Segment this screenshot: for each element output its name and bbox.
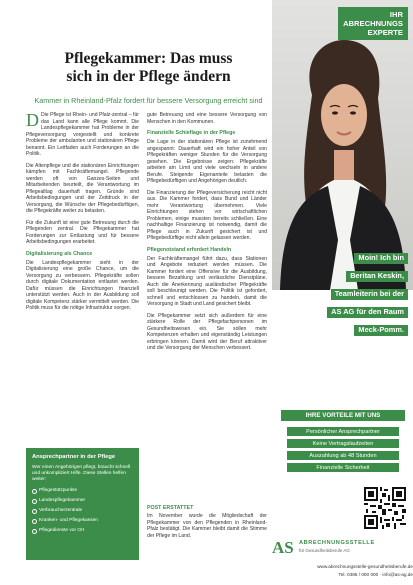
article-paragraph: Die Lage in der stationären Pflege ist zunehmend angespannt: Dauerhaft wird ein hoher Anteil von Pflegekräften weniger Stunden für die Versorgung gesehen. Die Ergebnisse zeigen: Pflegekräfte arbeiten am Limit und viele wechseln in andere Berufe. Steigende Eigenanteile belasten die Pflegebedürftigen und Angehörigen deutlich. bbox=[147, 139, 267, 184]
advantages-title: IHRE VORTEILE MIT UNS bbox=[281, 410, 405, 421]
logo-subtitle: für Gesundheitsberufe AG bbox=[299, 548, 350, 553]
post-section bbox=[147, 503, 267, 544]
contact-phone: Tel. 0385 / 000 000 · info@as-ag.de bbox=[338, 572, 413, 577]
article bbox=[26, 0, 271, 585]
qr-code-icon[interactable] bbox=[364, 487, 406, 529]
intro-quote bbox=[327, 247, 408, 337]
quote-line: Moin! Ich bin bbox=[354, 253, 408, 264]
company-logo bbox=[272, 537, 413, 559]
contact-box-item: Landespflegekammer bbox=[32, 498, 133, 504]
logo-mark: AS bbox=[272, 538, 294, 557]
article-paragraph: gute Betreuung und eine bessere Versorgung von Menschen in den Kommunen. bbox=[147, 112, 267, 125]
advantage-item: Auszahlung ab 48 Stunden bbox=[287, 451, 399, 460]
article-subtitle: Kammer in Rheinland-Pfalz fordert für bessere Versorgung erreicht sind bbox=[34, 96, 263, 105]
contact-box-item: Pflegestützpunkte bbox=[32, 488, 133, 494]
badge-line: EXPERTE bbox=[367, 28, 403, 37]
advantage-item: Keine Vertragslaufzeiten bbox=[287, 439, 399, 448]
article-title-line1: Pflegekammer: Das muss bbox=[64, 50, 233, 67]
advantage-item: Finanzielle Sicherheit bbox=[287, 463, 399, 472]
article-paragraph: Die Finanzierung der Pflegeversicherung reicht nicht aus. Die Kammer fordert, dass Bund und Länder mehr Verantwortung übernehmen. Viele Einrichtungen stehen vor wirtschaftlichen Problemen, einige mussten bereits schließen. Eine nachhaltige Finanzierung ist notwendig, damit die Pflege auch in Zukunft gesichert ist und Pflegebedürftige nicht allein gelassen werden. bbox=[147, 189, 267, 241]
badge-line: ABRECHNUNGS bbox=[343, 19, 403, 28]
quote-line: Meck-Pomm. bbox=[354, 325, 408, 336]
article-paragraph: Die Landespflegekammer sieht in der Digitalisierung eine große Chance, um die Versorgung zu verbessern. Pflegekräfte sollen durch digitale Dokumentation entlastet werden. Dafür müssen die Einrichtungen finanziell unterstützt werden. Auch in der Ausbildung soll digitale Kompetenz stärker vermittelt werden. Die Politik muss für die nötige Infrastruktur sorgen. bbox=[26, 259, 139, 311]
article-subhead: Finanzielle Schieflage in der Pflege bbox=[147, 130, 236, 136]
contact-box-item: Verbraucherzentrale bbox=[32, 508, 133, 514]
article-paragraph: Die Pflegekammer setzt sich außerdem für eine stärkere Rolle der Pflegefachpersonen im Gesundheitswesen ein. Sie sollen mehr Kompetenzen erhalten und eigenständig Leistungen erbringen können. Damit wird der Beruf attraktiver und die Versorgung der Menschen verbessert. bbox=[147, 312, 267, 351]
post-heading: POST ERSTATTET bbox=[147, 505, 194, 511]
article-paragraph: Die Altenpflege und die stationären Einrichtungen kämpfen mit Fachkräftemangel. Pflegende werden oft von Ganzes-Seiten und Mitarbeitenden beurteilt, die Verantwortung im Pflegealltag dauerhaft tragen. Gründe sind Arbeitsbedingungen und der Zeitdruck in der Versorgung, die Wünsche der Pflegebedürftigen, die Pflegekräfte weiter zu belasten. bbox=[26, 162, 139, 214]
article-subhead: Pflegenotstand erfordert Handeln bbox=[147, 246, 232, 253]
article-title-line2: sich in der Pflege ändern bbox=[66, 68, 231, 85]
contact-website[interactable]: www.abrechnungsstelle-gesundheitsberufe.de bbox=[317, 564, 413, 569]
advertisement bbox=[272, 0, 413, 585]
article-paragraph: Der Fachkräftemangel führt dazu, dass Stationen und Angebote reduziert werden müssen. Die Kammer fordert eine Offensive für die Ausbildung, bessere Bezahlung und verlässliche Dienstpläne. Auch die Anerkennung ausländischer Pflegekräfte soll beschleunigt werden. Die Politik ist gefordert, schnell und entschlossen zu handeln, damit die Versorgung in Stadt und Land gesichert bleibt. bbox=[147, 255, 267, 307]
quote-line: Beritan Keskin, bbox=[346, 271, 408, 282]
drop-cap: D bbox=[26, 110, 39, 130]
article-paragraph-text: Die Pflege ist Rhein- und Pfalz-zentral – für das Land kann alle Pflege kommt. Die Landespflegekammer hat Probleme in der Pflegeversorgung vorgestellt und konkrete Probleme der ambulanten und stationären Pflege benannt. Ein Leitfaden auch Forderungen an die Politik. bbox=[26, 112, 139, 157]
article-subhead: Digitalisierung als Chance bbox=[26, 250, 93, 257]
contact-box-text: Wer einen Angehörigen pflegt, braucht schnell und unkompliziert Hilfe. Diese Stellen helfen weiter: bbox=[32, 465, 131, 482]
advantage-item: Persönlicher Ansprechpartner bbox=[287, 427, 399, 436]
article-title bbox=[26, 50, 271, 86]
logo-name: ABRECHNUNGSSTELLE bbox=[299, 540, 375, 546]
contact-box-title: Ansprechpartner in der Pflege bbox=[32, 454, 116, 460]
contact-box-item: Pflegedienste vor Ort bbox=[32, 528, 133, 534]
article-paragraph: Für die Zukunft ist eine gute Betreuung durch die Pflegenden zentral. Die Pflegekammer hat Forderungen zur Entlastung und für bessere Arbeitsbedingungen erarbeitet. bbox=[26, 219, 139, 245]
badge-line: IHR bbox=[389, 10, 403, 19]
article-column-2 bbox=[147, 112, 267, 357]
contact-box-list bbox=[32, 488, 133, 534]
contact-box-item: Kranken- und Pflegekassen bbox=[32, 518, 133, 524]
article-column-1 bbox=[26, 112, 139, 317]
expert-badge bbox=[338, 7, 408, 40]
advantages-section bbox=[281, 410, 405, 475]
article-paragraph bbox=[26, 112, 139, 158]
quote-line: Teamleiterin bei der bbox=[331, 289, 408, 300]
quote-line: AS AG für den Raum bbox=[327, 307, 408, 318]
post-text: Im November wurde die Mitgliedschaft der Pflegekammer von den Pflegenden in Rheinland-Pfalz bestätigt. Die Kammer bleibt damit die Stimme der Pflege im Land. bbox=[147, 513, 267, 539]
contact-box bbox=[26, 448, 139, 560]
